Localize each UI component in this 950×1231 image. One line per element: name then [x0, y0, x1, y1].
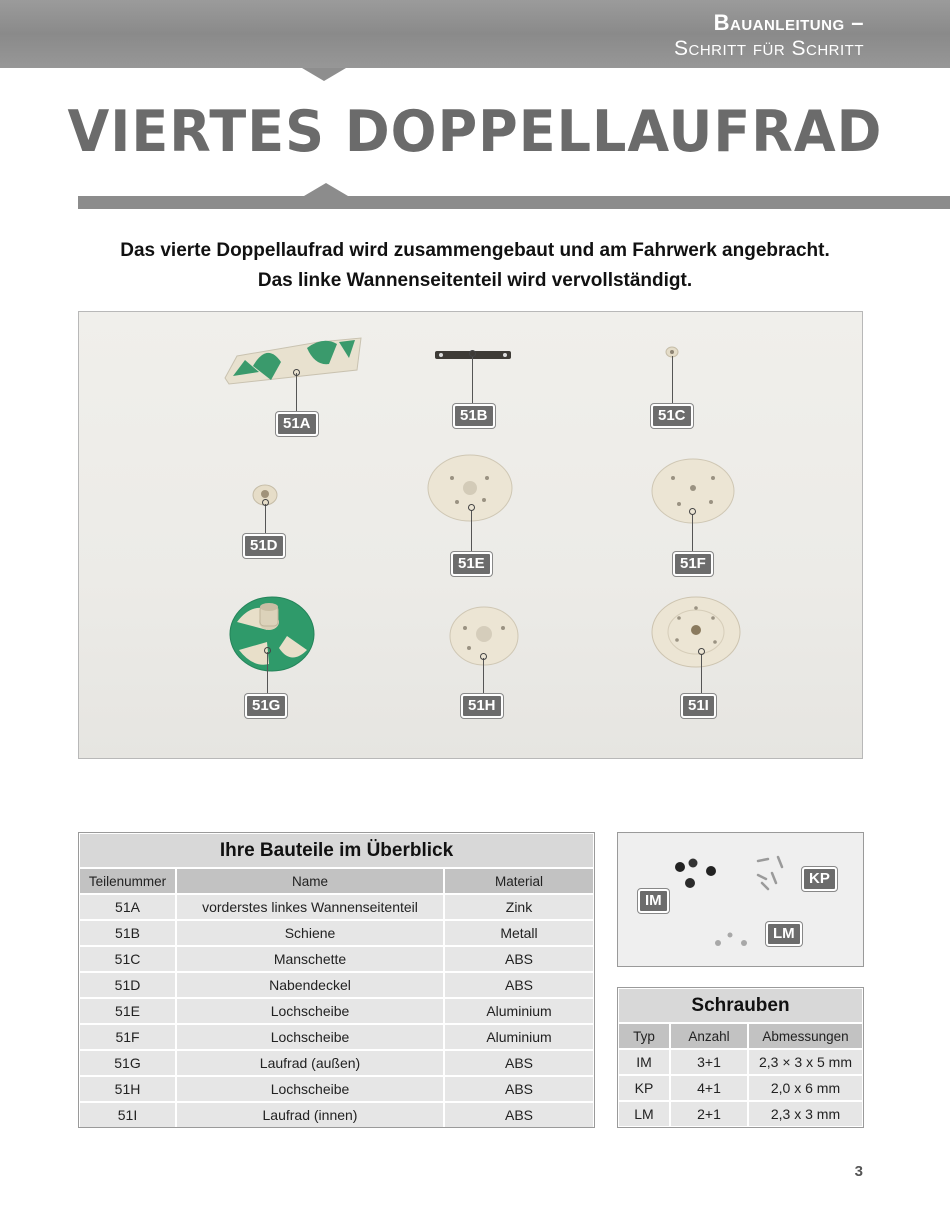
- cell-material: Aluminium: [444, 1024, 594, 1050]
- cell-name: vorderstes linkes Wannenseitenteil: [176, 894, 444, 920]
- cell-part-number: 51C: [79, 946, 176, 972]
- part-51i-image: [651, 596, 741, 668]
- cell-name: Laufrad (innen): [176, 1102, 444, 1128]
- col-header-dimensions: Abmessungen: [748, 1023, 863, 1049]
- leader-51g: [267, 652, 268, 696]
- cell-name: Nabendeckel: [176, 972, 444, 998]
- cell-count: 4+1: [670, 1075, 748, 1101]
- cell-name: Manschette: [176, 946, 444, 972]
- section-header-line1: Bauanleitung –: [713, 10, 864, 35]
- intro-line2: Das linke Wannenseitenteil wird vervollständigt.: [257, 270, 693, 291]
- cell-material: Aluminium: [444, 998, 594, 1024]
- cell-material: ABS: [444, 972, 594, 998]
- leader-dot-51a: [293, 369, 300, 376]
- tag-lm: LM: [766, 922, 802, 946]
- title-bar-notch: [304, 183, 348, 196]
- cell-type: LM: [618, 1101, 670, 1127]
- cell-part-number: 51I: [79, 1102, 176, 1128]
- screws-table-title: Schrauben: [618, 988, 863, 1023]
- leader-dot-51i: [698, 648, 705, 655]
- cell-part-number: 51B: [79, 920, 176, 946]
- tag-im: IM: [638, 889, 669, 913]
- cell-name: Lochscheibe: [176, 1024, 444, 1050]
- screws-photo: [617, 832, 864, 967]
- section-header-line2: Schritt für Schritt: [674, 37, 864, 60]
- leader-51b: [472, 356, 473, 404]
- tag-51e: 51E: [451, 552, 492, 576]
- part-51e-image: [427, 454, 513, 522]
- intro-line1: Das vierte Doppellaufrad wird zusammengebaut und am Fahrwerk angebracht.: [120, 240, 830, 261]
- part-51a-image: [219, 336, 364, 386]
- cell-material: ABS: [444, 1076, 594, 1102]
- screws-table-frame: [617, 987, 864, 1128]
- cell-material: ABS: [444, 1050, 594, 1076]
- intro-text: [0, 236, 950, 296]
- leader-dot-51e: [468, 504, 475, 511]
- cell-part-number: 51F: [79, 1024, 176, 1050]
- screws-lm-image: [712, 929, 752, 953]
- col-header-name: Name: [176, 868, 444, 894]
- screws-im-image: [670, 857, 720, 893]
- cell-material: Metall: [444, 920, 594, 946]
- cell-type: IM: [618, 1049, 670, 1075]
- leader-dot-51h: [480, 653, 487, 660]
- tag-51f: 51F: [673, 552, 713, 576]
- col-header-count: Anzahl: [670, 1023, 748, 1049]
- cell-material: ABS: [444, 1102, 594, 1128]
- cell-dimensions: 2,3 × 3 x 5 mm: [748, 1049, 863, 1075]
- leader-51e: [471, 510, 472, 554]
- page-title: VIERTES DOPPELLAUFRAD: [67, 98, 883, 165]
- title-bar: [78, 196, 950, 209]
- tag-kp: KP: [802, 867, 837, 891]
- tag-51i: 51I: [681, 694, 716, 718]
- section-header: [674, 10, 864, 62]
- page-number: 3: [854, 1163, 863, 1180]
- cell-part-number: 51E: [79, 998, 176, 1024]
- tag-51b: 51B: [453, 404, 495, 428]
- cell-part-number: 51G: [79, 1050, 176, 1076]
- leader-dot-51b: [469, 350, 476, 357]
- cell-part-number: 51D: [79, 972, 176, 998]
- leader-51i: [701, 654, 702, 696]
- leader-51f: [692, 514, 693, 554]
- cell-type: KP: [618, 1075, 670, 1101]
- header-notch: [302, 68, 346, 81]
- cell-name: Laufrad (außen): [176, 1050, 444, 1076]
- leader-dot-51g: [264, 647, 271, 654]
- tag-51c: 51C: [651, 404, 693, 428]
- parts-table-title: Ihre Bauteile im Überblick: [79, 833, 594, 868]
- cell-material: ABS: [444, 946, 594, 972]
- parts-photo: [78, 311, 863, 759]
- col-header-part-number: Teilenummer: [79, 868, 176, 894]
- leader-dot-51f: [689, 508, 696, 515]
- cell-dimensions: 2,3 x 3 mm: [748, 1101, 863, 1127]
- part-51g-image: [229, 592, 315, 672]
- col-header-material: Material: [444, 868, 594, 894]
- col-header-type: Typ: [618, 1023, 670, 1049]
- cell-count: 3+1: [670, 1049, 748, 1075]
- leader-dot-51d: [262, 499, 269, 506]
- tag-51d: 51D: [243, 534, 285, 558]
- cell-part-number: 51A: [79, 894, 176, 920]
- screws-kp-image: [754, 853, 794, 893]
- cell-name: Lochscheibe: [176, 1076, 444, 1102]
- cell-count: 2+1: [670, 1101, 748, 1127]
- cell-dimensions: 2,0 x 6 mm: [748, 1075, 863, 1101]
- parts-table-frame: [78, 832, 595, 1128]
- cell-name: Lochscheibe: [176, 998, 444, 1024]
- tag-51a: 51A: [276, 412, 318, 436]
- cell-part-number: 51H: [79, 1076, 176, 1102]
- tag-51h: 51H: [461, 694, 503, 718]
- tag-51g: 51G: [245, 694, 287, 718]
- leader-51h: [483, 658, 484, 696]
- leader-51c: [672, 356, 673, 406]
- cell-material: Zink: [444, 894, 594, 920]
- cell-name: Schiene: [176, 920, 444, 946]
